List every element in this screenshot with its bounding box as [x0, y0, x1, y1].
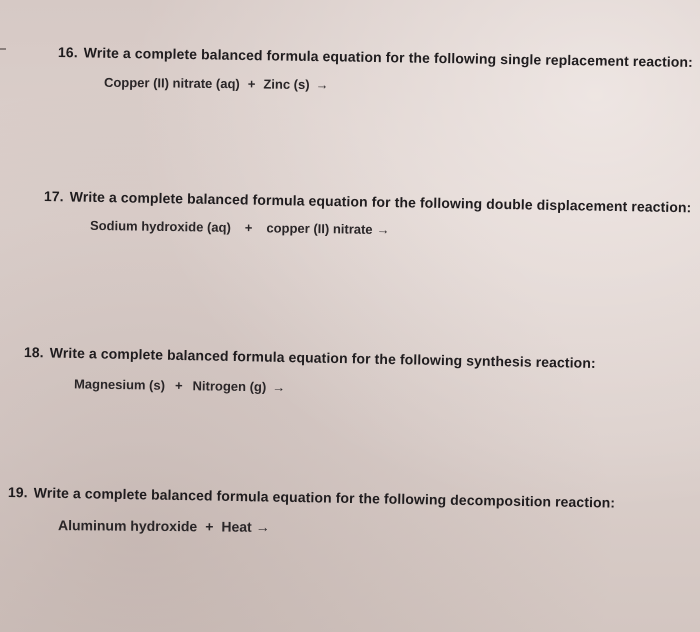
- question-16-plus: +: [247, 76, 256, 92]
- question-16-number: 16.: [57, 44, 78, 61]
- question-19-arrow: →: [255, 518, 270, 535]
- question-18-reactant-2: Nitrogen (g): [192, 378, 267, 395]
- question-19-number: 19.: [7, 484, 28, 501]
- question-18-number: 18.: [23, 344, 44, 361]
- question-16-text: Write a complete balanced formula equation for the following single replacement reaction:: [83, 44, 694, 70]
- question-18-plus: +: [174, 377, 183, 394]
- question-19-reactant-1: Aluminum hydroxide: [57, 517, 198, 535]
- question-17-plus: +: [244, 220, 253, 236]
- question-19-plus: +: [205, 518, 214, 535]
- question-18-reactant-1: Magnesium (s): [73, 376, 166, 393]
- question-17-text: Write a complete balanced formula equation for the following double displacement reaction:: [69, 188, 692, 216]
- paper-edge-mark: [0, 48, 6, 50]
- question-16-reaction: [104, 75, 329, 92]
- question-18-arrow: →: [272, 379, 286, 395]
- question-17-reaction: [90, 218, 390, 237]
- question-16-prompt: [58, 44, 693, 70]
- question-17-prompt: [44, 188, 692, 215]
- question-17-reactant-1: Sodium hydroxide (aq): [89, 217, 231, 235]
- question-19-prompt: [8, 484, 615, 511]
- question-16-reactant-2: Zinc (s): [263, 76, 310, 92]
- question-17-number: 17.: [43, 188, 64, 205]
- question-19-text: Write a complete balanced formula equation for the following decomposition reaction:: [33, 484, 616, 511]
- question-18-reaction: [74, 376, 285, 394]
- question-16-arrow: →: [315, 77, 329, 93]
- question-18-prompt: [24, 344, 596, 371]
- question-19-reactant-2: Heat: [221, 518, 252, 535]
- question-17-reactant-2: copper (II) nitrate: [266, 220, 373, 237]
- question-19-reaction: [58, 517, 270, 535]
- question-17-arrow: →: [376, 221, 390, 238]
- question-18-text: Write a complete balanced formula equation for the following synthesis reaction:: [49, 344, 596, 371]
- question-16-reactant-1: Copper (II) nitrate (aq): [103, 74, 240, 92]
